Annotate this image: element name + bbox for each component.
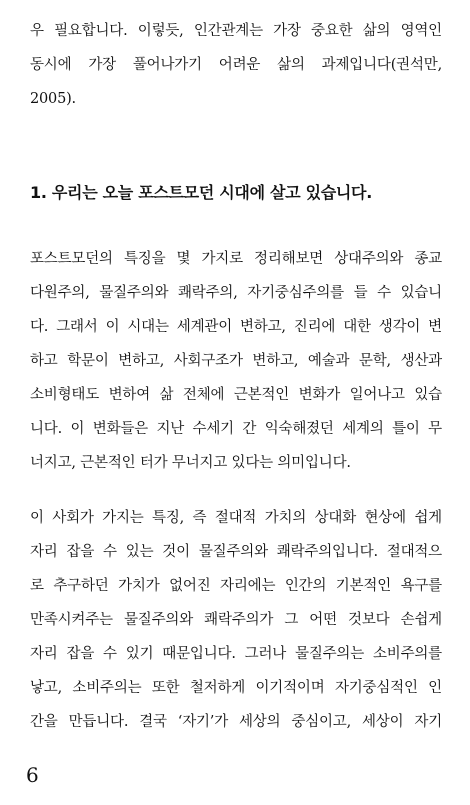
text-line: 자리 잡을 수 있는 것이 물질주의와 쾌락주의입니다. 절대적으 (30, 544, 442, 560)
paragraph-postmodern-features (30, 242, 442, 480)
section-heading: 1. 우리는 오늘 포스트모던 시대에 살고 있습니다. (30, 183, 372, 202)
paragraph-materialism (30, 501, 442, 739)
text-line: 로 추구하던 가치가 없어진 자리에는 인간의 기본적인 욕구를 (30, 578, 442, 594)
text-line: 이 사회가 가지는 특징, 즉 절대적 가치의 상대화 현상에 쉽게 (30, 510, 442, 526)
text-line: 우 필요합니다. 이렇듯, 인간관계는 가장 중요한 삶의 영역인 (30, 23, 442, 39)
text-line: 하고 학문이 변하고, 사회구조가 변하고, 예술과 문학, 생산과 (30, 353, 442, 369)
text-line: 니다. 이 변화들은 지난 수세기 간 익숙해졌던 세계의 틀이 무 (30, 421, 442, 437)
text-line: 간을 만듭니다. 결국 ‘자기’가 세상의 중심이고, 세상이 자기 (30, 714, 442, 730)
text-line: 포스트모던의 특징을 몇 가지로 정리해보면 상대주의와 종교 (30, 251, 442, 267)
text-line: 너지고, 근본적인 터가 무너지고 있다는 의미입니다. (30, 455, 351, 471)
page-number: 6 (26, 763, 39, 787)
text-line: 2005). (30, 91, 76, 107)
text-line: 다원주의, 물질주의와 쾌락주의, 자기중심주의를 들 수 있습니 (30, 285, 442, 301)
text-line: 소비형태도 변하여 삶 전체에 근본적인 변화가 일어나고 있습 (30, 387, 442, 403)
text-line: 다. 그래서 이 시대는 세계관이 변하고, 진리에 대한 생각이 변 (30, 319, 442, 335)
text-line: 낳고, 소비주의는 또한 철저하게 이기적이며 자기중심적인 인 (30, 680, 442, 696)
paragraph-continued (30, 14, 442, 116)
text-line: 자리 잡을 수 있기 때문입니다. 그러나 물질주의는 소비주의를 (30, 646, 442, 662)
text-line: 만족시켜주는 물질주의와 쾌락주의가 그 어떤 것보다 손쉽게 (30, 612, 442, 628)
text-line: 동시에 가장 풀어나가기 어려운 삶의 과제입니다(권석만, (30, 57, 442, 73)
